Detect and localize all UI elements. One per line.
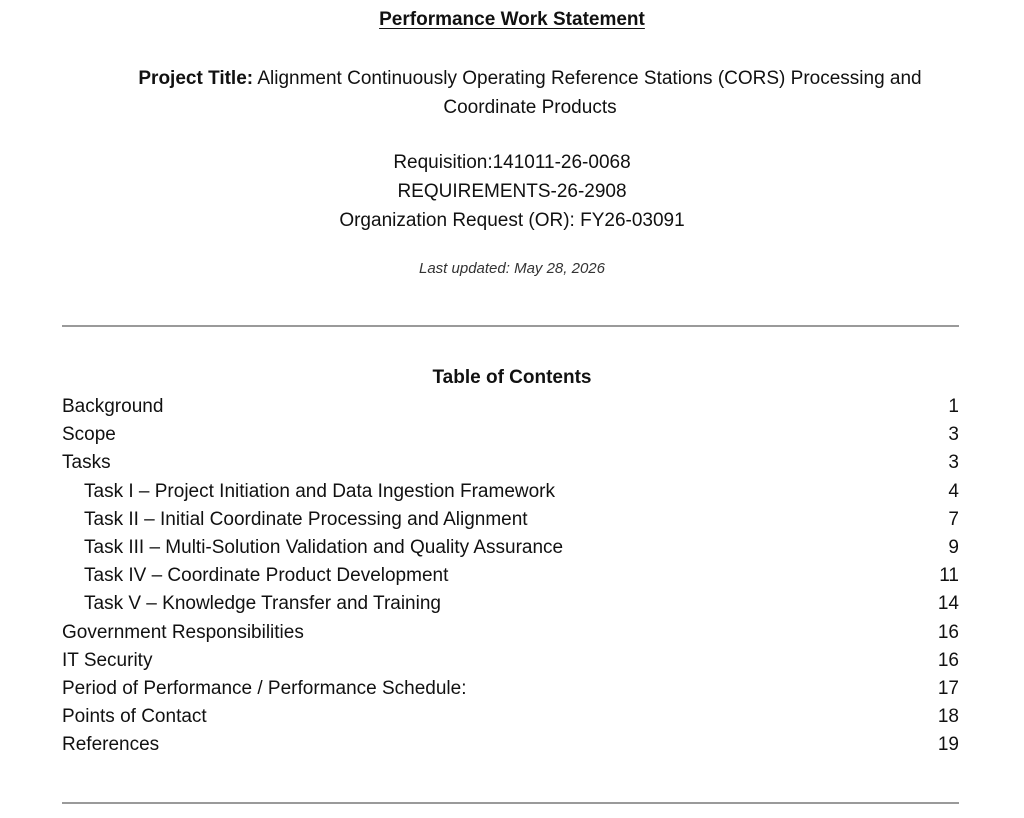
requisition-number: Requisition:141011-26-0068 <box>393 152 631 173</box>
toc-entry-label: Task II – Initial Coordinate Processing and Alignment <box>84 508 528 530</box>
toc-entry-task-4[interactable] <box>62 562 959 590</box>
project-title-block <box>100 64 960 122</box>
divider-top <box>62 325 959 327</box>
toc-entry-label: References <box>62 734 160 756</box>
toc-entry-period-of-performance[interactable] <box>62 675 959 703</box>
organization-request-number: Organization Request (OR): FY26-03091 <box>339 210 685 231</box>
toc-entry-page: 3 <box>948 452 959 474</box>
toc-entry-page: 19 <box>937 734 959 756</box>
toc-entry-label: Tasks <box>62 452 111 474</box>
project-title-text: Alignment Continuously Operating Reference Stations (CORS) Processing and Coordinate Products <box>257 68 922 118</box>
toc-entry-government-responsibilities[interactable] <box>62 619 959 647</box>
toc-entry-task-1[interactable] <box>62 478 959 506</box>
toc-entry-page: 16 <box>937 649 959 671</box>
toc-entry-points-of-contact[interactable] <box>62 703 959 731</box>
toc-entry-page: 18 <box>937 706 959 728</box>
toc-heading: Table of Contents <box>432 367 592 388</box>
toc-entry-label: Task IV – Coordinate Product Development <box>84 565 449 587</box>
toc-entry-label: Period of Performance / Performance Schedule: <box>62 677 467 699</box>
toc-entry-page: 11 <box>939 565 959 587</box>
toc-entry-it-security[interactable] <box>62 647 959 675</box>
toc-entry-page: 1 <box>948 396 959 417</box>
toc-entry-page: 3 <box>948 424 959 446</box>
document-title-text: Performance Work Statement <box>379 9 645 30</box>
toc-entry-label: Scope <box>62 424 116 446</box>
toc-entry-page: 16 <box>937 621 959 643</box>
toc-entry-label: IT Security <box>62 649 153 671</box>
toc-entry-scope[interactable] <box>62 421 959 449</box>
toc-entry-page: 17 <box>937 677 959 699</box>
toc-entry-label: Task III – Multi-Solution Validation and Quality Assurance <box>84 536 564 558</box>
toc-entry-page: 7 <box>948 508 959 530</box>
toc-entry-label: Background <box>62 396 164 417</box>
toc-entry-background[interactable] <box>62 393 959 421</box>
toc-entry-label: Task V – Knowledge Transfer and Training <box>84 593 441 615</box>
toc-entry-references[interactable] <box>62 731 959 759</box>
toc-entry-task-3[interactable] <box>62 534 959 562</box>
toc-entry-tasks[interactable] <box>62 449 959 477</box>
toc-entry-task-5[interactable] <box>62 590 959 618</box>
toc-entry-page: 9 <box>948 536 959 558</box>
toc-entry-page: 14 <box>937 593 959 615</box>
last-updated-date: Last updated: May 28, 2026 <box>419 260 605 277</box>
requirements-number: REQUIREMENTS-26-2908 <box>397 181 627 202</box>
identifier-block <box>0 148 1024 235</box>
toc-entry-task-2[interactable] <box>62 506 959 534</box>
document-title <box>0 9 1024 31</box>
project-title-label: Project Title: <box>138 68 254 89</box>
toc-entry-page: 4 <box>948 480 959 502</box>
toc-entry-label: Task I – Project Initiation and Data Ingestion Framework <box>84 480 556 502</box>
divider-bottom <box>62 802 959 804</box>
table-of-contents <box>62 393 959 759</box>
toc-entry-label: Points of Contact <box>62 706 207 728</box>
toc-entry-label: Government Responsibilities <box>62 621 304 643</box>
